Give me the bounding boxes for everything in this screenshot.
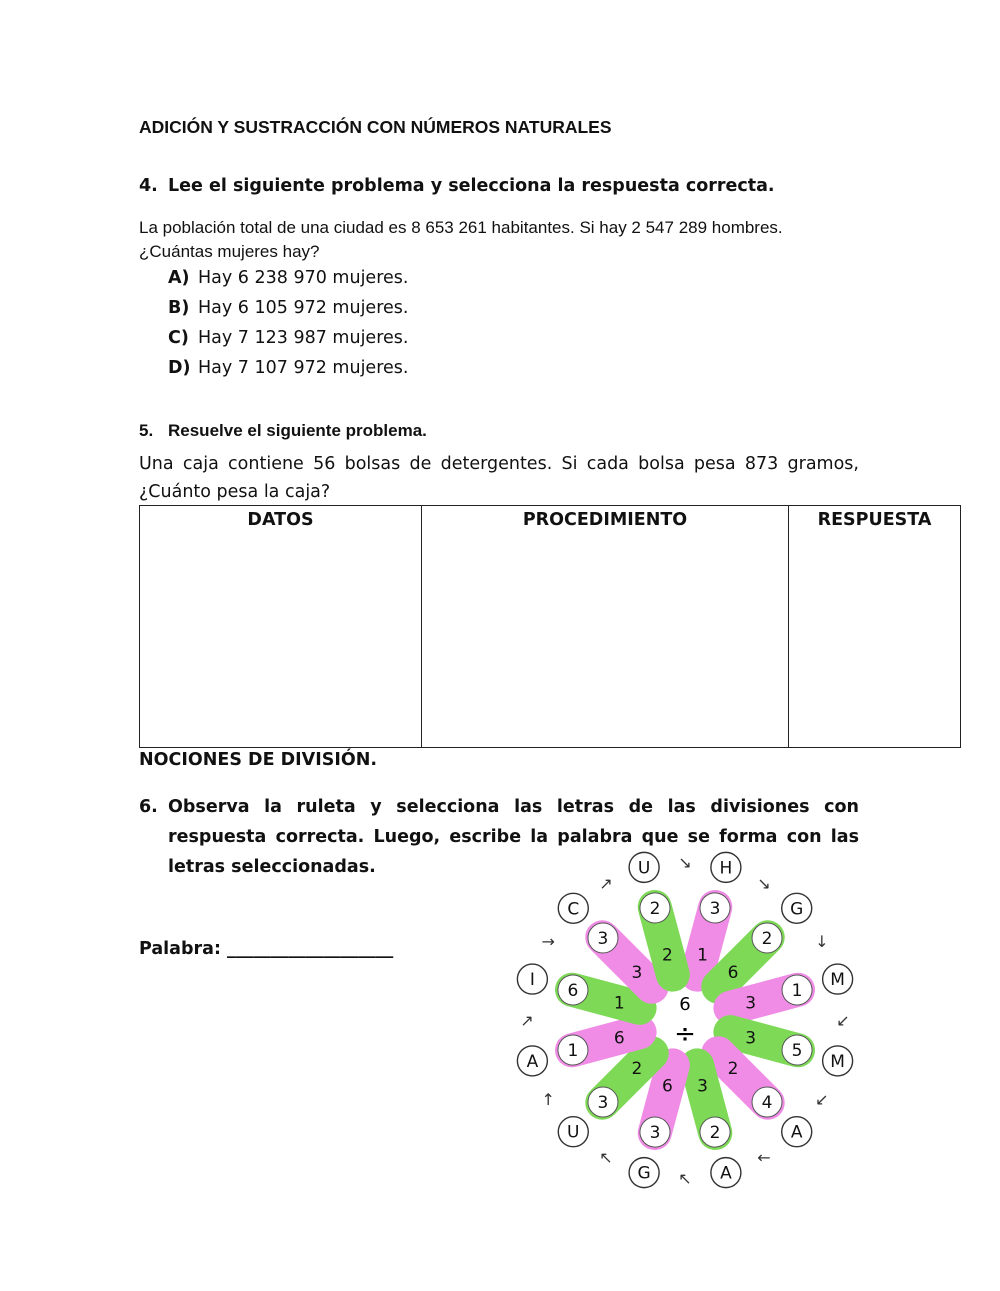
option-text: Hay 7 107 972 mujeres. xyxy=(198,358,409,378)
question-5-heading xyxy=(139,421,427,441)
letter-g[interactable]: G xyxy=(637,1163,651,1184)
letter-u[interactable]: U xyxy=(567,1122,580,1143)
direction-arrow: ← xyxy=(757,1147,771,1167)
datos-cell[interactable] xyxy=(140,506,422,748)
center-number: 6 xyxy=(679,994,691,1015)
petal-inner-number: 1 xyxy=(697,945,709,966)
petal-outer-number: 3 xyxy=(597,1093,609,1114)
respuesta-cell[interactable] xyxy=(789,506,961,748)
direction-arrow: → xyxy=(541,932,555,951)
petal-inner-number: 2 xyxy=(631,1059,643,1080)
option-a[interactable] xyxy=(168,268,408,288)
option-d[interactable] xyxy=(168,358,408,378)
question-number: 6. xyxy=(139,797,158,817)
petal-outer-number: 1 xyxy=(567,1041,579,1062)
petal-outer-number: 3 xyxy=(597,928,609,949)
option-b[interactable] xyxy=(168,298,408,318)
question-prompt: Resuelve el siguiente problema. xyxy=(168,421,427,440)
direction-arrow: ↙ xyxy=(836,1011,850,1030)
petal-inner-number: 2 xyxy=(727,1059,739,1080)
option-letter: B) xyxy=(168,298,190,318)
direction-arrow: ↘ xyxy=(757,874,771,894)
procedimiento-cell[interactable] xyxy=(422,506,789,748)
problem-line: ¿Cuántas mujeres hay? xyxy=(139,242,320,261)
petal-inner-number: 3 xyxy=(745,993,757,1014)
letter-m[interactable]: M xyxy=(830,970,845,991)
option-letter: A) xyxy=(168,268,190,288)
letter-h[interactable]: H xyxy=(719,858,733,879)
letter-i[interactable]: I xyxy=(529,970,535,991)
question-prompt: Lee el siguiente problema y selecciona la respuesta correcta. xyxy=(168,176,775,196)
direction-arrow: ↘ xyxy=(678,853,692,872)
petal-outer-number: 4 xyxy=(761,1093,773,1114)
question-prompt: Observa la ruleta y selecciona las letras de las divisiones con respuesta correcta. Luego, escribe la palabra que se forma con las letras seleccionadas. xyxy=(168,797,859,877)
petal-outer-number: 1 xyxy=(791,980,803,1001)
section-title: NOCIONES DE DIVISIÓN. xyxy=(139,750,378,770)
center-division-symbol: ÷ xyxy=(674,1019,696,1049)
option-text: Hay 6 105 972 mujeres. xyxy=(198,298,409,318)
table-header: RESPUESTA xyxy=(817,510,932,530)
answer-table xyxy=(139,505,961,748)
letter-g[interactable]: G xyxy=(790,899,804,920)
petal-inner-number: 6 xyxy=(613,1028,625,1049)
table-header: PROCEDIMIENTO xyxy=(522,510,688,530)
option-letter: D) xyxy=(168,358,191,378)
problem-line: La población total de una ciudad es 8 653 261 habitantes. Si hay 2 547 289 hombres. xyxy=(139,218,783,237)
question-4-problem xyxy=(139,216,783,264)
petal-outer-number: 2 xyxy=(761,928,773,949)
direction-arrow: ↗ xyxy=(599,874,613,894)
petal-outer-number: 3 xyxy=(709,898,721,919)
question-4-heading xyxy=(139,176,775,196)
petal-inner-number: 3 xyxy=(631,962,643,983)
question-number: 5. xyxy=(139,421,154,440)
division-roulette xyxy=(510,850,860,1190)
option-text: Hay 6 238 970 mujeres. xyxy=(198,268,409,288)
petal-inner-number: 3 xyxy=(697,1076,709,1097)
petal-inner-number: 6 xyxy=(727,962,739,983)
petal-inner-number: 6 xyxy=(661,1076,673,1097)
letter-a[interactable]: A xyxy=(790,1122,803,1143)
direction-arrow: ↑ xyxy=(541,1090,555,1109)
petal-outer-number: 6 xyxy=(567,980,579,1001)
direction-arrow: ↖ xyxy=(678,1169,692,1188)
table-header: DATOS xyxy=(247,510,314,530)
question-number: 4. xyxy=(139,176,158,196)
petal-outer-number: 3 xyxy=(649,1123,661,1144)
letter-a[interactable]: A xyxy=(526,1051,539,1072)
direction-arrow: ↖ xyxy=(599,1147,613,1167)
letter-c[interactable]: C xyxy=(567,899,580,920)
question-5-problem: Una caja contiene 56 bolsas de detergentes. Si cada bolsa pesa 873 gramos, ¿Cuánto pesa la caja? xyxy=(139,454,859,502)
answer-line[interactable]: Palabra: ___________________ xyxy=(139,939,394,959)
petal-outer-number: 5 xyxy=(791,1041,803,1062)
direction-arrow: ↙ xyxy=(815,1090,829,1109)
petal-inner-number: 1 xyxy=(613,993,625,1014)
direction-arrow: ↗ xyxy=(520,1011,534,1030)
option-c[interactable] xyxy=(168,328,408,348)
letter-u[interactable]: U xyxy=(637,858,651,879)
letter-m[interactable]: M xyxy=(830,1051,845,1072)
petal-outer-number: 2 xyxy=(709,1123,721,1144)
option-letter: C) xyxy=(168,328,189,348)
petal-inner-number: 2 xyxy=(661,945,673,966)
letter-a[interactable]: A xyxy=(720,1163,732,1184)
petal-inner-number: 3 xyxy=(745,1028,757,1049)
page-title: ADICIÓN Y SUSTRACCIÓN CON NÚMEROS NATURALES xyxy=(139,117,612,137)
petal-outer-number: 2 xyxy=(649,898,661,919)
direction-arrow: ↓ xyxy=(815,932,829,951)
option-text: Hay 7 123 987 mujeres. xyxy=(198,328,409,348)
